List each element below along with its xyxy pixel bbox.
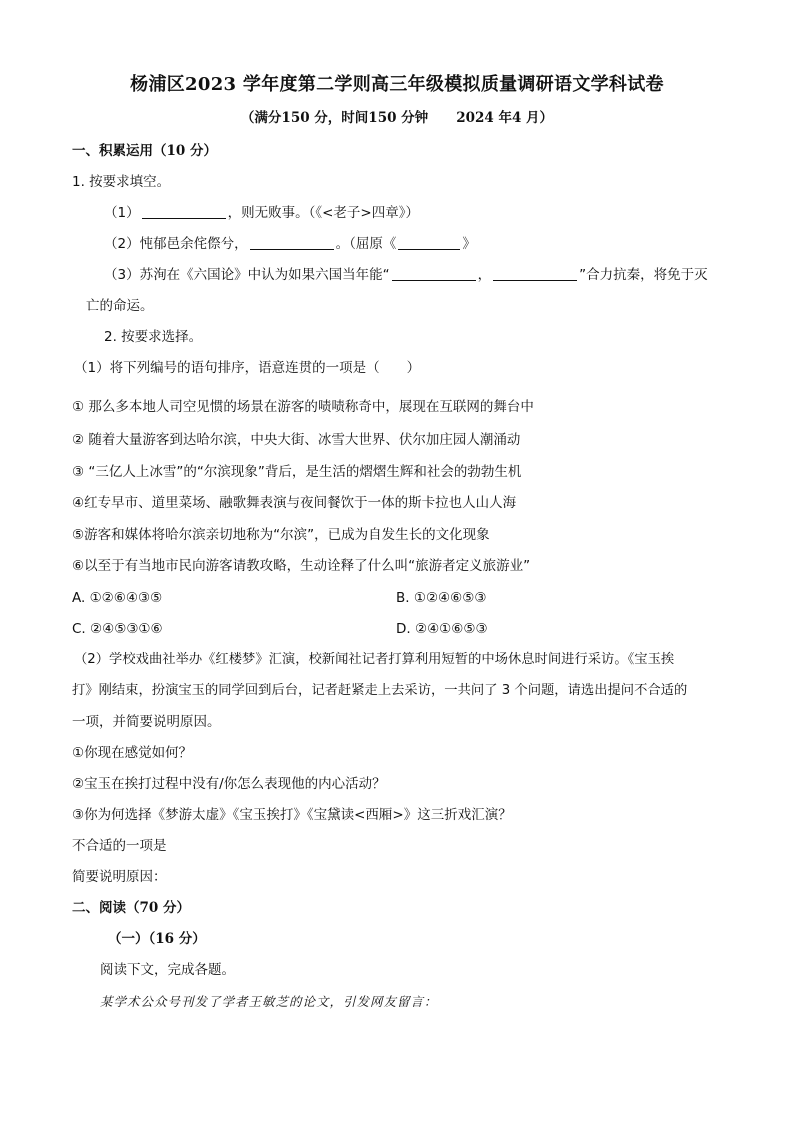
reading-intro: 某学术公众号刊发了学者王敏芝的论文，引发网友留言： [100, 994, 438, 1009]
option-d[interactable]: D. ②④①⑥⑤③ [396, 621, 488, 637]
page-title: 杨浦区2023 学年度第二学则高三年级模拟质量调研语文学科试卷 [130, 74, 664, 95]
option-a[interactable]: A. ①②⑥④③⑤ [72, 590, 163, 606]
q2-2-line: （2）学校戏曲社举办《红楼梦》汇演，校新闻社记者打算利用短暂的中场休息时间进行采访。《宝玉挨 [74, 652, 675, 667]
reading-instruction: 阅读下文，完成各题。 [100, 962, 235, 978]
section2-heading: 二、阅读（70 分） [72, 900, 190, 916]
section2-part1: （一）（16 分） [108, 931, 206, 947]
sentence-item: ② 随着大量游客到达哈尔滨，中央大街、冰雪大世界、伏尔加庄园人潮涌动 [72, 432, 521, 448]
page-subtitle [0, 106, 794, 126]
q2-2-line: 打》刚结束，扮演宝玉的同学回到后台，记者赶紧走上去采访，一共问了 3 个问题，请选出提问不合适的 [72, 683, 688, 698]
fill-blank[interactable] [392, 266, 476, 281]
fill-blank[interactable] [142, 204, 226, 219]
sentence-item: ⑥以至于有当地市民向游客请教攻略，生动诠释了什么叫“旅游者定义旅游业” [72, 558, 531, 574]
fill-blank[interactable] [250, 235, 334, 250]
q1-item1: （1） ，则无败事。（《<老子>四章》） [104, 205, 419, 221]
fill-blank[interactable] [398, 235, 460, 250]
answer-prompt-reason: 简要说明原因： [72, 869, 167, 885]
q2-2-line: 一项，并简要说明原因。 [72, 714, 221, 730]
sentence-item: ④红专早市、道里菜场、融歌舞表演与夜间餐饮于一体的斯卡拉也人山人海 [72, 495, 517, 511]
q1-item3-cont: 亡的命运。 [86, 298, 154, 314]
answer-prompt-item: 不合适的一项是 [72, 838, 167, 854]
option-b[interactable]: B. ①②④⑥⑤③ [396, 590, 487, 606]
sentence-item: ⑤游客和媒体将哈尔滨亲切地称为“尔滨”，已成为自发生长的文化现象 [72, 527, 490, 543]
q1-item2: （2）忳郁邑余侘傺兮， 。（屈原《 》 [104, 236, 476, 252]
q1-item3: （3）苏洵在《六国论》中认为如果六国当年能“ ， ”合力抗秦，将免于灭 [104, 267, 708, 283]
interview-question: ③你为何选择《梦游太虚》《宝玉挨打》《宝黛读<西厢>》这三折戏汇演？ [72, 807, 512, 823]
subtitle-score-time: （满分150 分，时间150 分钟 [240, 110, 429, 126]
sentence-item: ① 那么多本地人司空见惯的场景在游客的啧啧称奇中，展现在互联网的舞台中 [72, 399, 534, 415]
subtitle-date: 2024 年4 月） [456, 110, 554, 126]
q2-1-stem: （1）将下列编号的语句排序，语意连贯的一项是（ ） [74, 360, 421, 376]
q2-stem: 2. 按要求选择。 [104, 329, 203, 345]
interview-question: ②宝玉在挨打过程中没有/你怎么表现他的内心活动？ [72, 776, 386, 792]
section1-heading: 一、积累运用（10 分） [72, 143, 217, 159]
sentence-item: ③ “三亿人上冰雪”的“尔滨现象”背后，是生活的熠熠生辉和社会的勃勃生机 [72, 464, 522, 480]
option-c[interactable]: C. ②④⑤③①⑥ [72, 621, 163, 637]
interview-question: ①你现在感觉如何？ [72, 745, 193, 761]
q1-stem: 1. 按要求填空。 [72, 174, 171, 190]
fill-blank[interactable] [493, 266, 577, 281]
